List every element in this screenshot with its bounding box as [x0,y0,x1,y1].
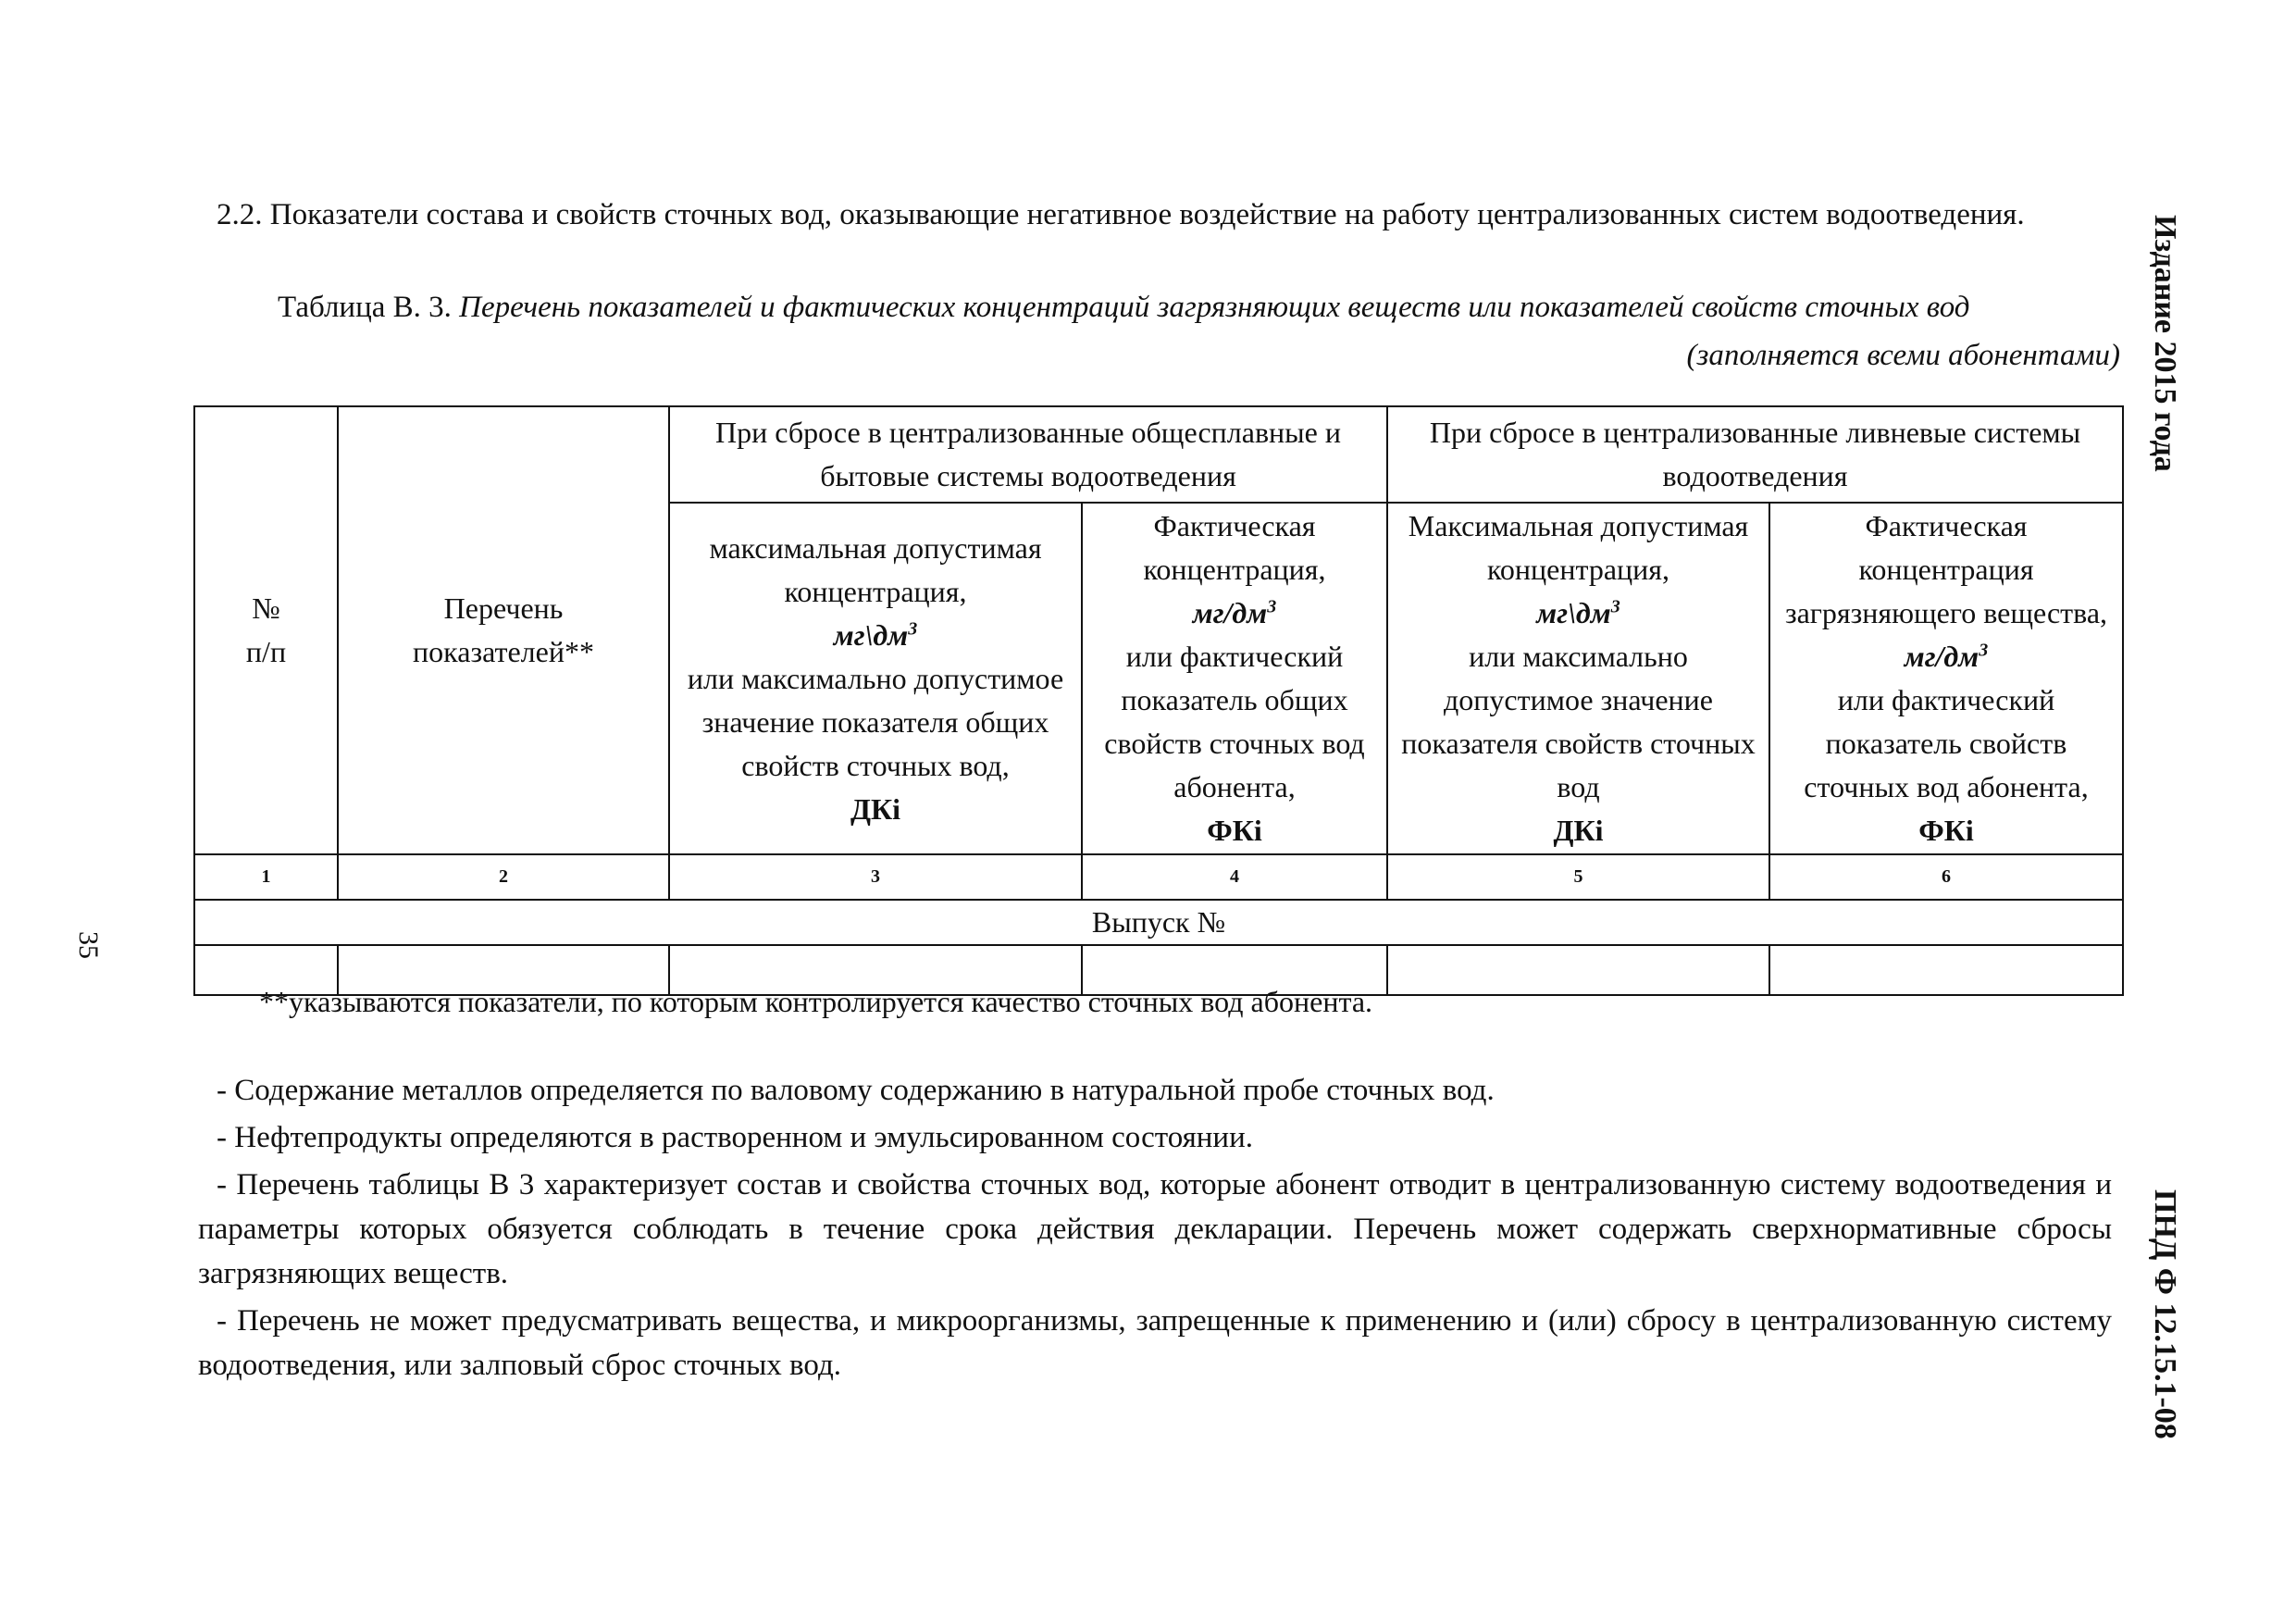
header-indicators-line2: показателей** [413,635,594,668]
header-col3-code: ДКi [850,791,901,826]
header-col4-unit-sup: 3 [1267,596,1277,617]
header-group-combined: При сбросе в централизованные общесплавные и бытовые системы водоотведения [669,406,1387,503]
note-item: - Нефтепродукты определяются в растворенном и эмульсированном состоянии. [217,1121,1254,1154]
table-footnote: **указываются показатели, по которым контролируется качество сточных вод абонента. [259,985,1373,1018]
table-caption-label: Таблица В. 3. [278,291,452,324]
header-number-line2: п/п [245,635,287,668]
header-col5-text: Максимальная допустимая концентрация, [1408,509,1749,586]
indicators-table [193,405,2124,996]
page-number-text: 35 [73,931,104,959]
table-caption-title: Перечень показателей и фактических концентраций загрязняющих веществ или показателей свойств сточных вод [459,291,1970,324]
release-row: Выпуск № [194,900,2123,945]
index-cell: 5 [1387,854,1769,900]
header-col6 [1769,503,2123,854]
header-col6-unit-sup: 3 [1979,640,1989,661]
index-cell: 4 [1082,854,1387,900]
header-col3-text2: или максимально допустимое значение показателя общих свойств сточных вод, [687,661,1064,782]
index-cell: 6 [1769,854,2123,900]
header-indicators [338,406,669,854]
header-col4-text2: или фактический показатель общих свойств сточных вод абонента, [1104,640,1365,803]
header-indicators-line1: Перечень [443,591,564,625]
header-col5 [1387,503,1769,854]
header-number [194,406,338,854]
header-col5-unit-sup: 3 [1610,596,1620,617]
header-col4-code: ФКi [1207,814,1262,847]
empty-cell [1769,945,2123,995]
page-number [73,887,159,959]
table-caption-note: (заполняется всеми абонентами) [1686,339,2120,372]
table-caption [278,285,2119,330]
header-col6-code: ФКi [1918,814,1974,847]
header-col5-code: ДКi [1553,814,1604,847]
empty-cell [1387,945,1769,995]
index-cell: 2 [338,854,669,900]
header-col5-unit: мг\дм [1536,596,1611,629]
index-cell: 3 [669,854,1082,900]
section-heading: 2.2. Показатели состава и свойств сточных вод, оказывающие негативное воздействие на работу централизованных систем водоотведения. [217,198,2025,231]
edition-sidebar [2133,215,2198,520]
header-col3-text: максимальная допустимая концентрация, [709,530,1042,608]
index-cell: 1 [194,854,338,900]
header-group-storm: При сбросе в централизованные ливневые системы водоотведения [1387,406,2123,503]
header-col3 [669,503,1082,854]
header-col3-unit: мг\дм [833,617,909,652]
note-item: - Перечень не может предусматривать вещества, и микроорганизмы, запрещенные к применению и (или) сбросу в централизованную систему водоотведения, или залповый сброс сточных вод. [198,1304,2112,1382]
header-col3-unit-sup: 3 [908,617,918,639]
header-number-line1: № [252,591,280,625]
header-col4 [1082,503,1387,854]
notes-list [198,1068,2112,1390]
note-item: - Перечень таблицы В 3 характеризует состав и свойства сточных вод, которые абонент отводит в централизованную систему водоотведения и параметры которых обязуется соблюдать в течение срока действия декларации. Перечень может содержать сверхнормативные сбросы загрязняющих веществ. [198,1168,2112,1290]
header-col5-text2: или максимально допустимое значение показателя свойств сточных вод [1401,640,1756,803]
edition-text: Издание 2015 года [2148,215,2182,472]
document-code-sidebar [2133,1189,2198,1476]
header-col4-text: Фактическая концентрация, [1143,509,1326,586]
document-code-text: ПНД Ф 12.15.1-08 [2148,1189,2182,1439]
header-col6-text2: или фактический показатель свойств сточных вод абонента, [1804,683,2089,803]
header-col6-text: Фактическая концентрация загрязняющего вещества, [1784,509,2108,629]
header-col4-unit: мг/дм [1192,596,1268,629]
header-col6-unit: мг/дм [1904,640,1980,673]
note-item: - Содержание металлов определяется по валовому содержанию в натуральной пробе сточных вод. [217,1074,1495,1107]
